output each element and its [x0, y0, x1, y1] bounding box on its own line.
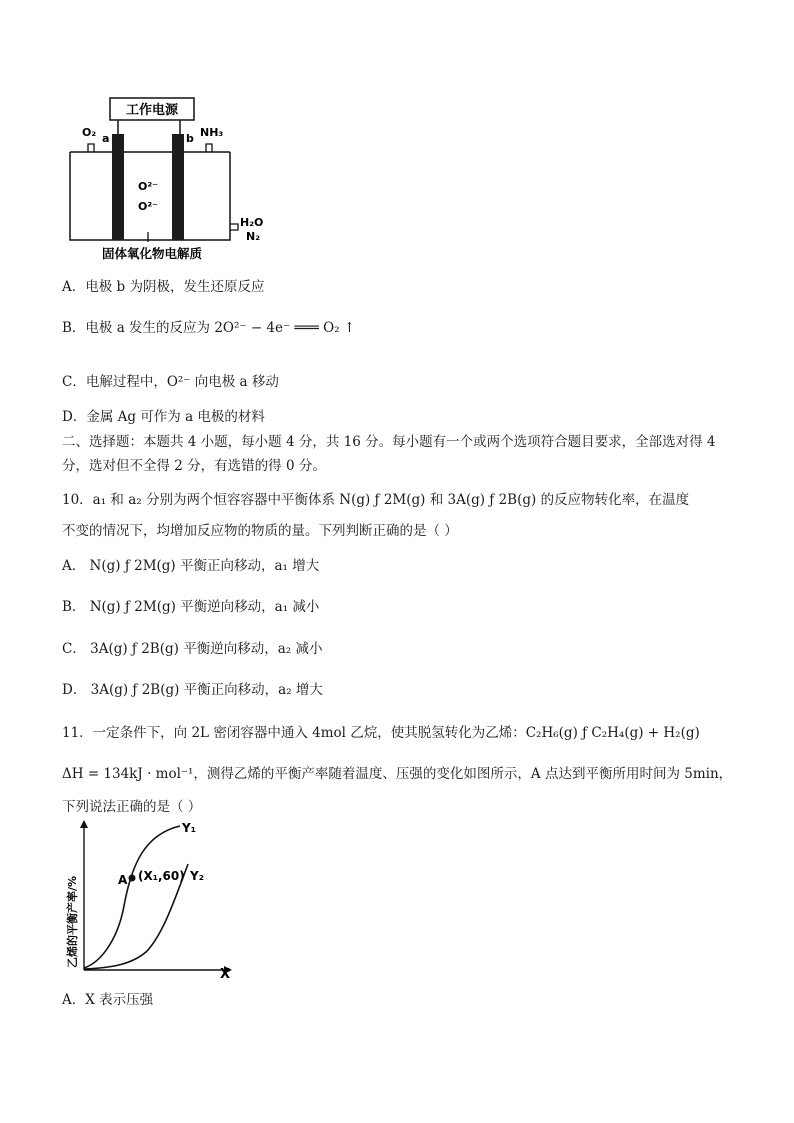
electrode-a-label: a: [102, 132, 110, 145]
point-a-coords: (X₁,60): [138, 869, 185, 883]
ion-label-2: O²⁻: [138, 200, 158, 213]
q11-stem-line3: 下列说法正确的是（ ）: [62, 799, 202, 815]
y-axis-arrow: [80, 820, 88, 828]
q11-stem-line2: ΔH = 134kJ · mol⁻¹，测得乙烯的平衡产率随着温度、压强的变化如图所示，A 点达到平衡所用时间为 5min，: [62, 766, 733, 782]
n2-label: N₂: [246, 230, 261, 243]
q9-option-c: C．电解过程中，O²⁻ 向电极 a 移动: [62, 374, 279, 390]
electrolyte-caption: 固体氧化物电解质: [101, 246, 203, 261]
section2-instructions-line2: 分，选对但不全得 2 分，有选错的得 0 分。: [62, 458, 326, 474]
electrolysis-diagram: [60, 92, 264, 264]
x-axis-label: X: [220, 967, 231, 982]
electrode-b-label: b: [186, 132, 194, 145]
series-y2-label: Y₂: [190, 869, 204, 883]
h2o-label: H₂O: [240, 216, 264, 229]
ethylene-yield-chart: [62, 818, 242, 983]
ion-label-1: O²⁻: [138, 180, 158, 193]
o2-label: O₂: [82, 126, 97, 139]
q9-option-a: A．电极 b 为阴极，发生还原反应: [62, 279, 265, 295]
nh3-label: NH₃: [200, 126, 224, 139]
power-supply-label: 工作电源: [125, 103, 179, 118]
electrode-b: [172, 134, 184, 240]
curve-y1: [84, 826, 180, 968]
q10-option-d: D． 3A(g) ƒ 2B(g) 平衡正向移动，a₂ 增大: [62, 682, 323, 698]
point-a-label: A: [118, 873, 128, 887]
cell-tank: [70, 152, 230, 240]
point-a: [129, 875, 136, 882]
series-y1-label: Y₁: [182, 821, 196, 835]
q10-stem-line2: 不变的情况下，均增加反应物的物质的量。下列判断正确的是（ ）: [62, 523, 458, 539]
q9-option-d: D．金属 Ag 可作为 a 电极的材料: [62, 409, 265, 425]
q10-option-c: C． 3A(g) ƒ 2B(g) 平衡逆向移动，a₂ 减小: [62, 641, 323, 657]
electrode-a: [112, 134, 124, 240]
inlet-pipe-right: [206, 144, 212, 152]
y-axis-label: 乙烯的平衡产率/%: [66, 875, 79, 968]
outlet-pipe: [230, 224, 238, 230]
inlet-pipe-left: [88, 144, 94, 152]
q11-stem-line1: 11．一定条件下，向 2L 密闭容器中通入 4mol 乙烷，使其脱氢转化为乙烯：C₂H₆(g) ƒ C₂H₄(g) + H₂(g): [62, 725, 700, 741]
section2-instructions-line1: 二、选择题：本题共 4 小题，每小题 4 分，共 16 分。每小题有一个或两个选项符合题目要求，全部选对得 4: [62, 434, 716, 450]
q10-option-b: B． N(g) ƒ 2M(g) 平衡逆向移动，a₁ 减小: [62, 599, 320, 615]
q11-option-a: A．X 表示压强: [62, 992, 154, 1008]
q10-stem-line1: 10．a₁ 和 a₂ 分别为两个恒容容器中平衡体系 N(g) ƒ 2M(g) 和 3A(g) ƒ 2B(g) 的反应物转化率，在温度: [62, 492, 690, 508]
q9-option-b: B．电极 a 发生的反应为 2O²⁻ − 4e⁻ ═══ O₂ ↑: [62, 320, 356, 336]
q10-option-a: A． N(g) ƒ 2M(g) 平衡正向移动，a₁ 增大: [62, 558, 320, 574]
